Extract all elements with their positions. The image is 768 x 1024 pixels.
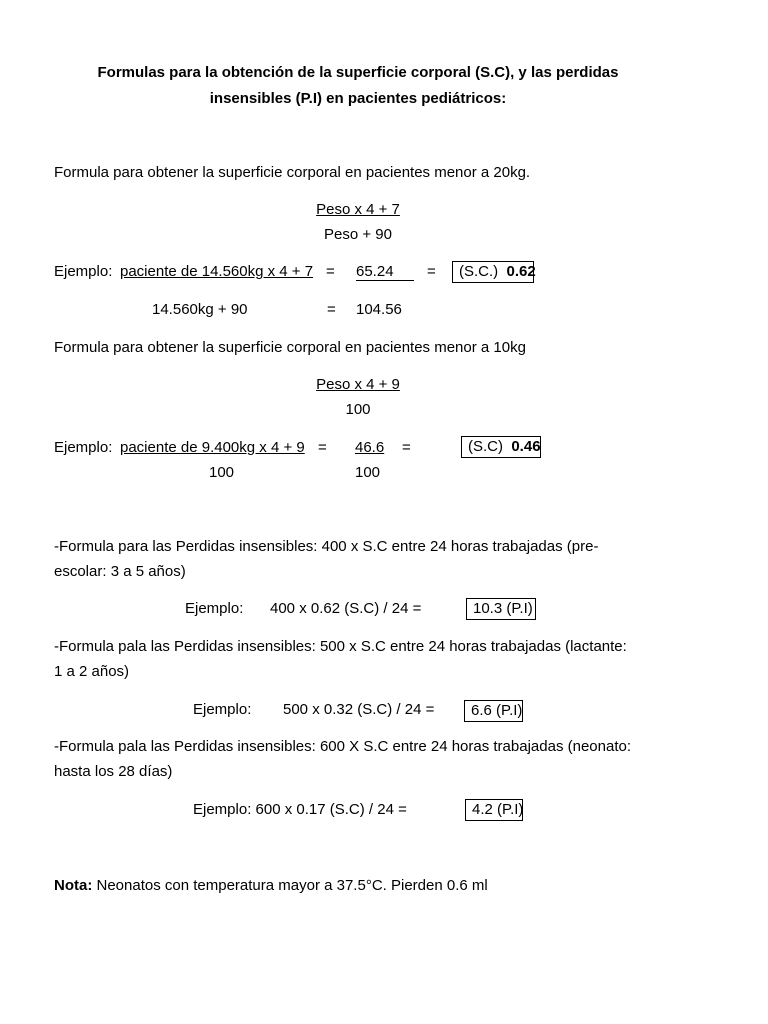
section1-example-equals-2: =	[427, 263, 436, 280]
section1-heading: Formula para obtener la superficie corporal en pacientes menor a 20kg.	[54, 164, 531, 181]
section5-result: 4.2 (P.I)	[472, 801, 524, 818]
section3-result-box	[466, 598, 536, 620]
section4-example-expression: 500 x 0.32 (S.C) / 24 =	[283, 701, 435, 718]
section4-example-label: Ejemplo:	[193, 701, 252, 718]
section1-result-value: 0.62	[506, 263, 536, 280]
section2-result-label: (S.C)	[468, 438, 503, 455]
section3-example-expression: 400 x 0.62 (S.C) / 24 =	[270, 600, 422, 617]
section3-text-line-2: escolar: 3 a 5 años)	[54, 563, 186, 580]
note	[54, 876, 488, 896]
section2-heading: Formula para obtener la superficie corporal en pacientes menor a 10kg	[54, 339, 526, 356]
section3-text-line-1: -Formula para las Perdidas insensibles: 400 x S.C entre 24 horas trabajadas (pre-	[54, 538, 599, 555]
note-text: Neonatos con temperatura mayor a 37.5°C. Pierden 0.6 ml	[92, 877, 488, 894]
section5-text-line-2: hasta los 28 días)	[54, 763, 173, 780]
title-line-1: Formulas para la obtención de la superficie corporal (S.C), y las perdidas	[97, 64, 619, 81]
note-label: Nota:	[54, 877, 93, 894]
section1-formula-denominator: Peso + 90	[324, 226, 392, 243]
section1-example-numerator: paciente de 14.560kg x 4 + 7	[120, 263, 314, 280]
section2-result-value: 0.46	[511, 438, 541, 455]
section1-formula-numerator: Peso x 4 + 7	[316, 201, 400, 218]
section1-example-equals: =	[326, 263, 335, 280]
title-line-2: insensibles (P.I) en pacientes pediátricos:	[209, 90, 507, 107]
section5-example-text: Ejemplo: 600 x 0.17 (S.C) / 24 =	[193, 801, 407, 818]
section1-example-result-numerator: 65.24	[356, 263, 394, 280]
section1-example-result-denominator: 104.56	[356, 301, 402, 318]
section1-example-denominator: 14.560kg + 90	[152, 301, 248, 318]
section3-example-label: Ejemplo:	[185, 600, 244, 617]
section2-formula-numerator: Peso x 4 + 9	[316, 376, 400, 393]
section1-example-equals-3: =	[327, 301, 336, 318]
section2-result-box	[461, 436, 541, 458]
section1-example-label: Ejemplo:	[54, 263, 113, 280]
section2-example-equals: =	[318, 439, 327, 456]
section5-result-box	[465, 799, 523, 821]
section2-example-label: Ejemplo:	[54, 439, 113, 456]
section1-result-box	[452, 261, 534, 283]
section4-text-line-1: -Formula pala las Perdidas insensibles: 500 x S.C entre 24 horas trabajadas (lactante:	[54, 638, 627, 655]
section1-result-label: (S.C.)	[459, 263, 499, 280]
section4-text-line-2: 1 a 2 años)	[54, 663, 130, 680]
section4-result: 6.6 (P.I)	[471, 702, 523, 719]
section3-result: 10.3 (P.I)	[473, 600, 533, 617]
section4-result-box	[464, 700, 523, 722]
section5-text-line-1: -Formula pala las Perdidas insensibles: 600 X S.C entre 24 horas trabajadas (neonato:	[54, 738, 631, 755]
section2-example-numerator: paciente de 9.400kg x 4 + 9	[120, 439, 305, 456]
section2-example-denominator: 100	[209, 464, 235, 481]
section2-formula-denominator: 100	[345, 401, 371, 418]
section1-result-underline	[356, 280, 414, 281]
section2-example-result-denominator: 100	[355, 464, 381, 481]
section2-example-equals-2: =	[402, 439, 411, 456]
section2-example-result-numerator: 46.6	[355, 439, 385, 456]
